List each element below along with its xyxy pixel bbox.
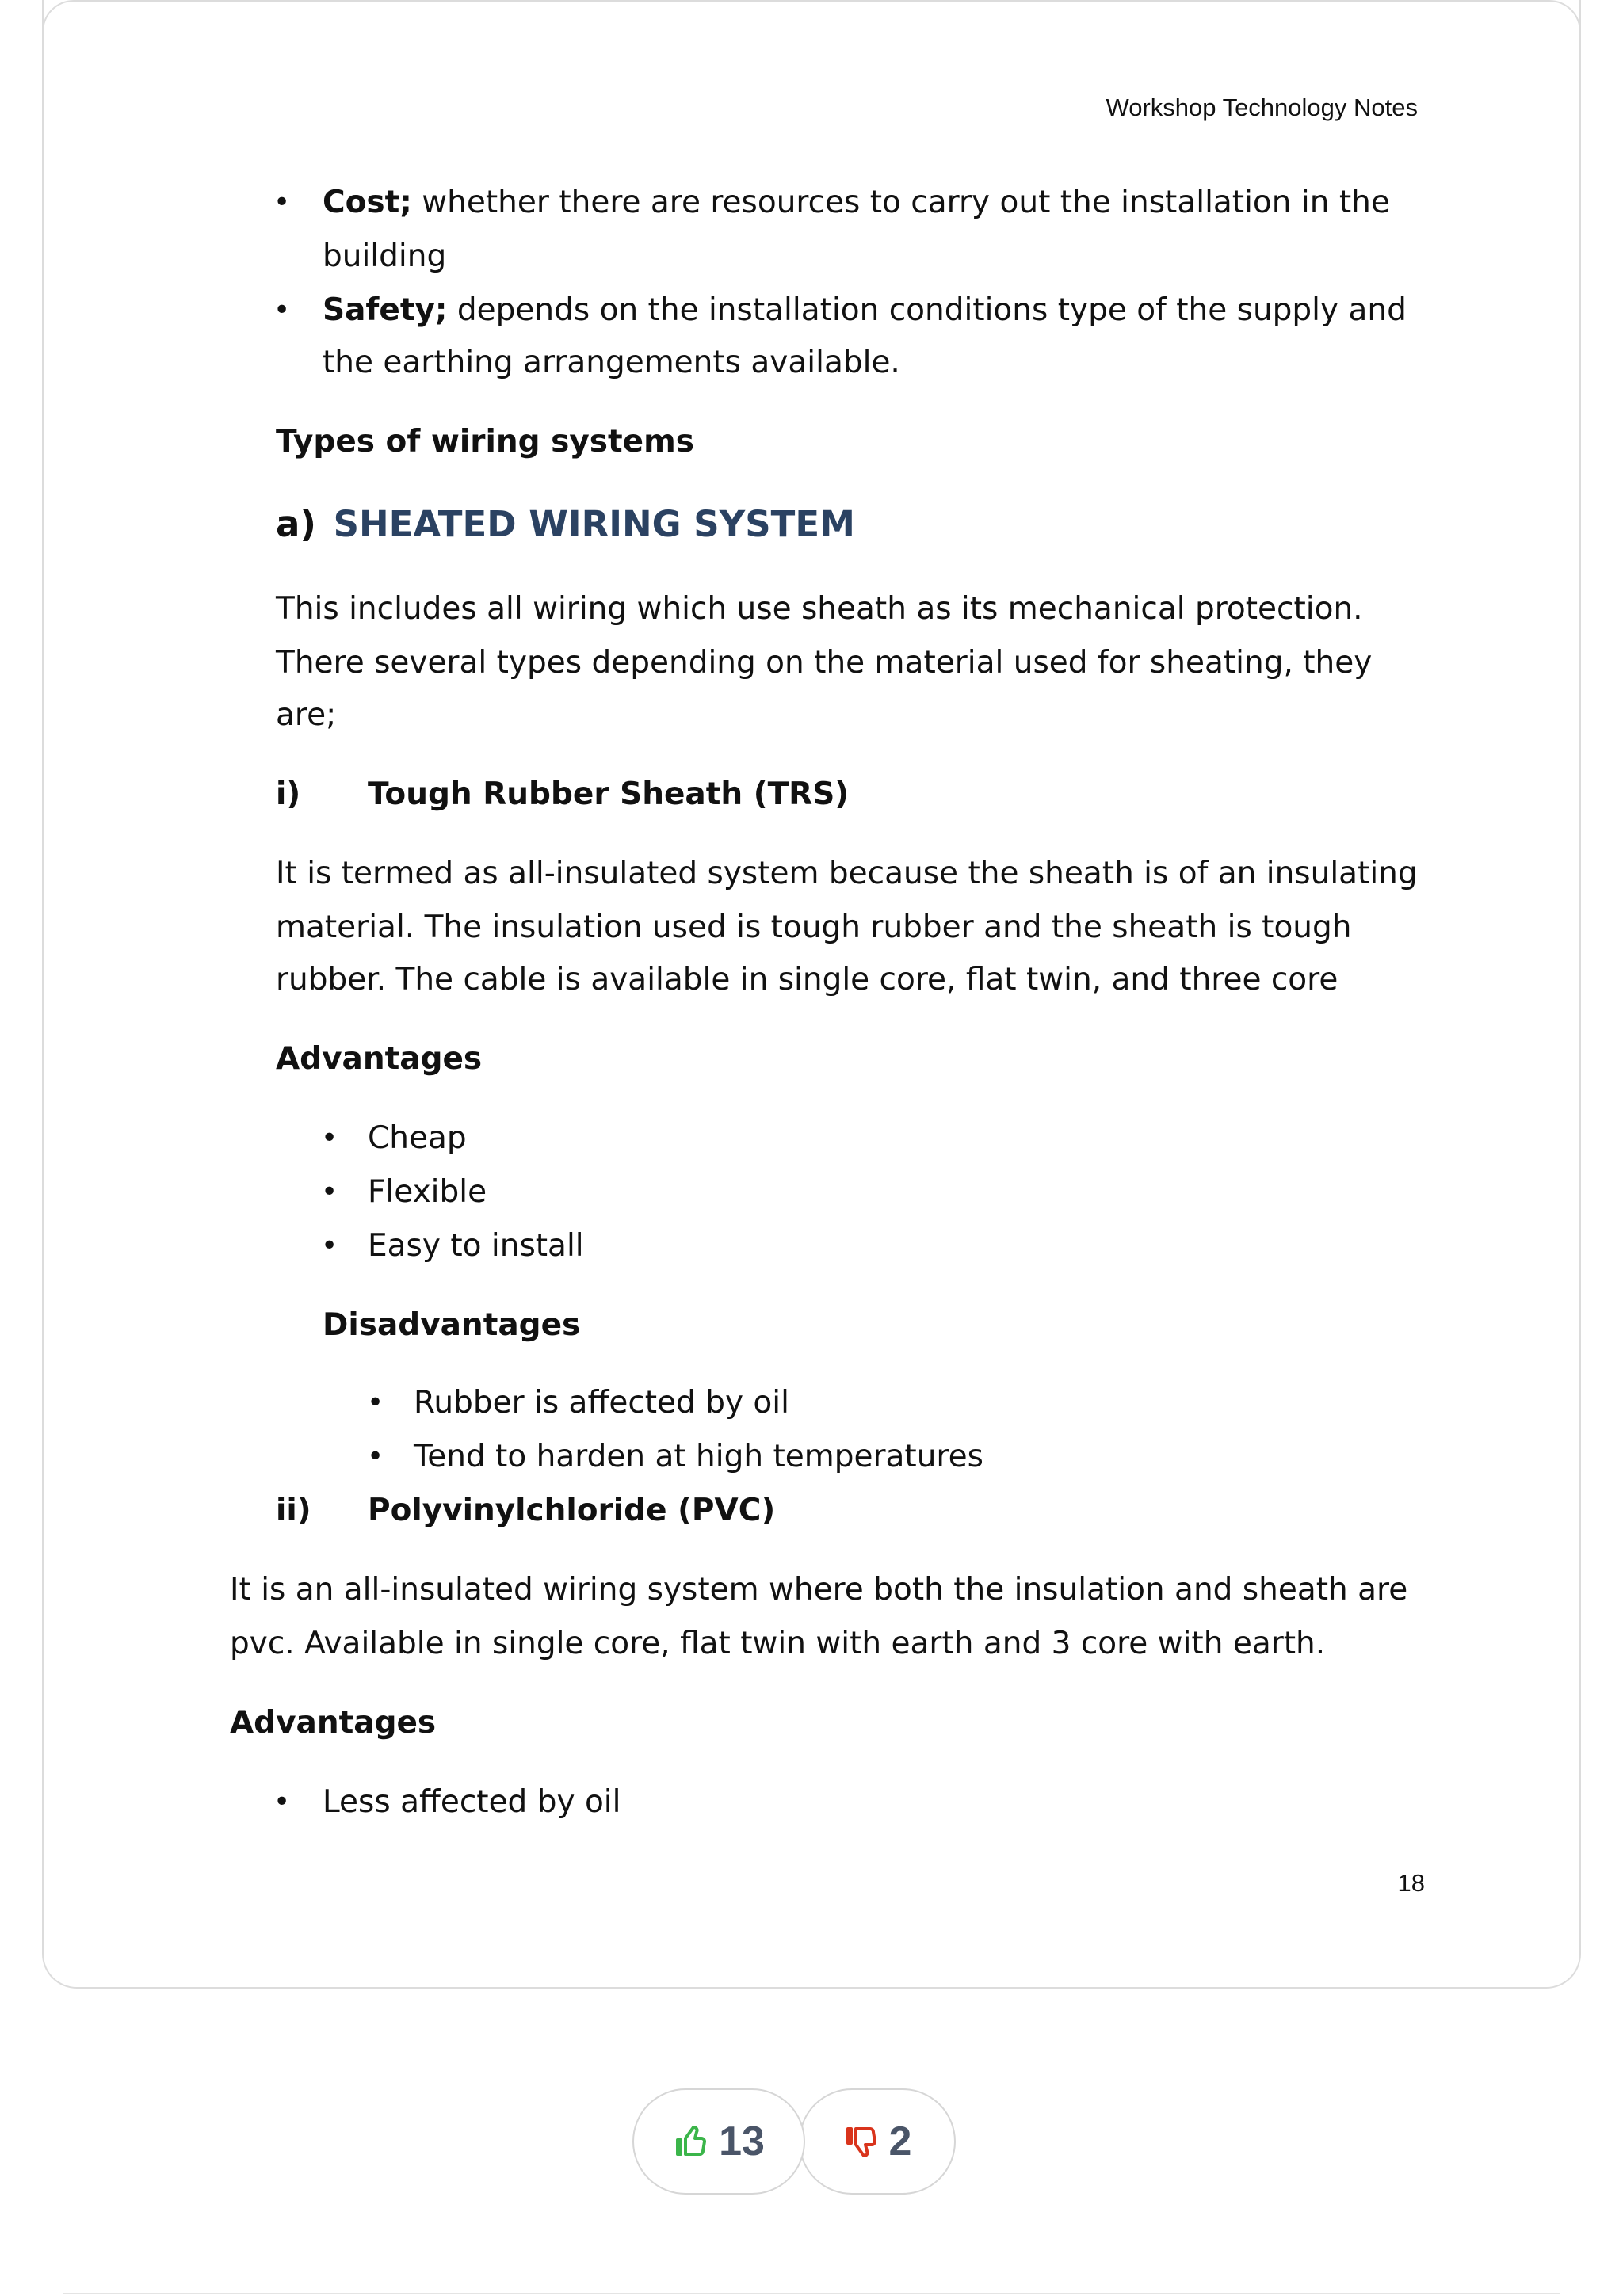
trs-line-1: It is termed as all-insulated system because the sheath is of an insulating <box>276 856 1418 891</box>
trs-marker: i) <box>276 776 301 812</box>
types-heading: Types of wiring systems <box>276 424 694 460</box>
trs-disadvantages-heading: Disadvantages <box>323 1307 581 1343</box>
trs-advantage-item: Easy to install <box>368 1228 584 1264</box>
pvc-title: Polyvinylchloride (PVC) <box>368 1493 776 1528</box>
upvote-count: 13 <box>719 2119 765 2164</box>
footer-divider <box>63 2293 1560 2294</box>
bullet-dot: • <box>367 1440 384 1473</box>
trs-line-3: rubber. The cable is available in single core, flat twin, and three core <box>276 962 1338 997</box>
trs-disadvantage-item: Rubber is affected by oil <box>414 1385 789 1421</box>
bullet-dot: • <box>367 1386 384 1419</box>
bullet-cost-label: Cost; <box>323 185 412 220</box>
section-a-title: SHEATED WIRING SYSTEM <box>333 503 855 545</box>
downvote-button[interactable] <box>799 2088 956 2195</box>
bullet-dot: • <box>273 186 291 219</box>
bullet-dot: • <box>273 294 291 326</box>
pvc-marker: ii) <box>276 1493 311 1528</box>
bullet-safety-continuation: the earthing arrangements available. <box>323 345 900 380</box>
upvote-button[interactable] <box>632 2088 805 2195</box>
bullet-dot: • <box>321 1122 338 1154</box>
thumbs-up-icon <box>673 2122 711 2161</box>
thumbs-down-icon <box>843 2122 881 2161</box>
trs-title: Tough Rubber Sheath (TRS) <box>368 776 850 812</box>
trs-advantage-item: Flexible <box>368 1174 487 1210</box>
bullet-cost-continuation: building <box>323 238 447 274</box>
vote-bar <box>632 2088 956 2195</box>
bullet-cost <box>323 176 1390 230</box>
section-a-marker: a) <box>276 503 316 545</box>
page-number: 18 <box>1397 1869 1425 1897</box>
section-a-line-2: There several types depending on the material used for sheating, they <box>276 645 1373 681</box>
trs-advantages-heading: Advantages <box>276 1041 483 1077</box>
bullet-safety-text: depends on the installation conditions type of the supply and <box>447 292 1407 328</box>
section-a-line-1: This includes all wiring which use sheath as its mechanical protection. <box>276 591 1363 627</box>
bullet-dot: • <box>273 1786 291 1818</box>
bullet-dot: • <box>321 1176 338 1208</box>
trs-disadvantage-item: Tend to harden at high temperatures <box>414 1439 983 1474</box>
trs-advantage-item: Cheap <box>368 1120 467 1156</box>
page-header: Workshop Technology Notes <box>1106 93 1418 121</box>
bullet-dot: • <box>321 1230 338 1262</box>
section-a-line-3: are; <box>276 697 337 733</box>
pvc-line-1: It is an all-insulated wiring system where both the insulation and sheath are <box>230 1572 1408 1608</box>
pvc-advantage-item: Less affected by oil <box>323 1784 621 1820</box>
pvc-line-2: pvc. Available in single core, flat twin with earth and 3 core with earth. <box>230 1626 1326 1661</box>
bullet-safety-label: Safety; <box>323 292 448 328</box>
document-page <box>42 0 1581 1989</box>
pvc-advantages-heading: Advantages <box>230 1705 437 1741</box>
section-a-heading <box>276 498 855 551</box>
trs-line-2: material. The insulation used is tough rubber and the sheath is tough <box>276 910 1352 945</box>
bullet-safety <box>323 284 1407 338</box>
downvote-count: 2 <box>888 2119 912 2164</box>
bullet-cost-text: whether there are resources to carry out the installation in the <box>411 185 1390 220</box>
